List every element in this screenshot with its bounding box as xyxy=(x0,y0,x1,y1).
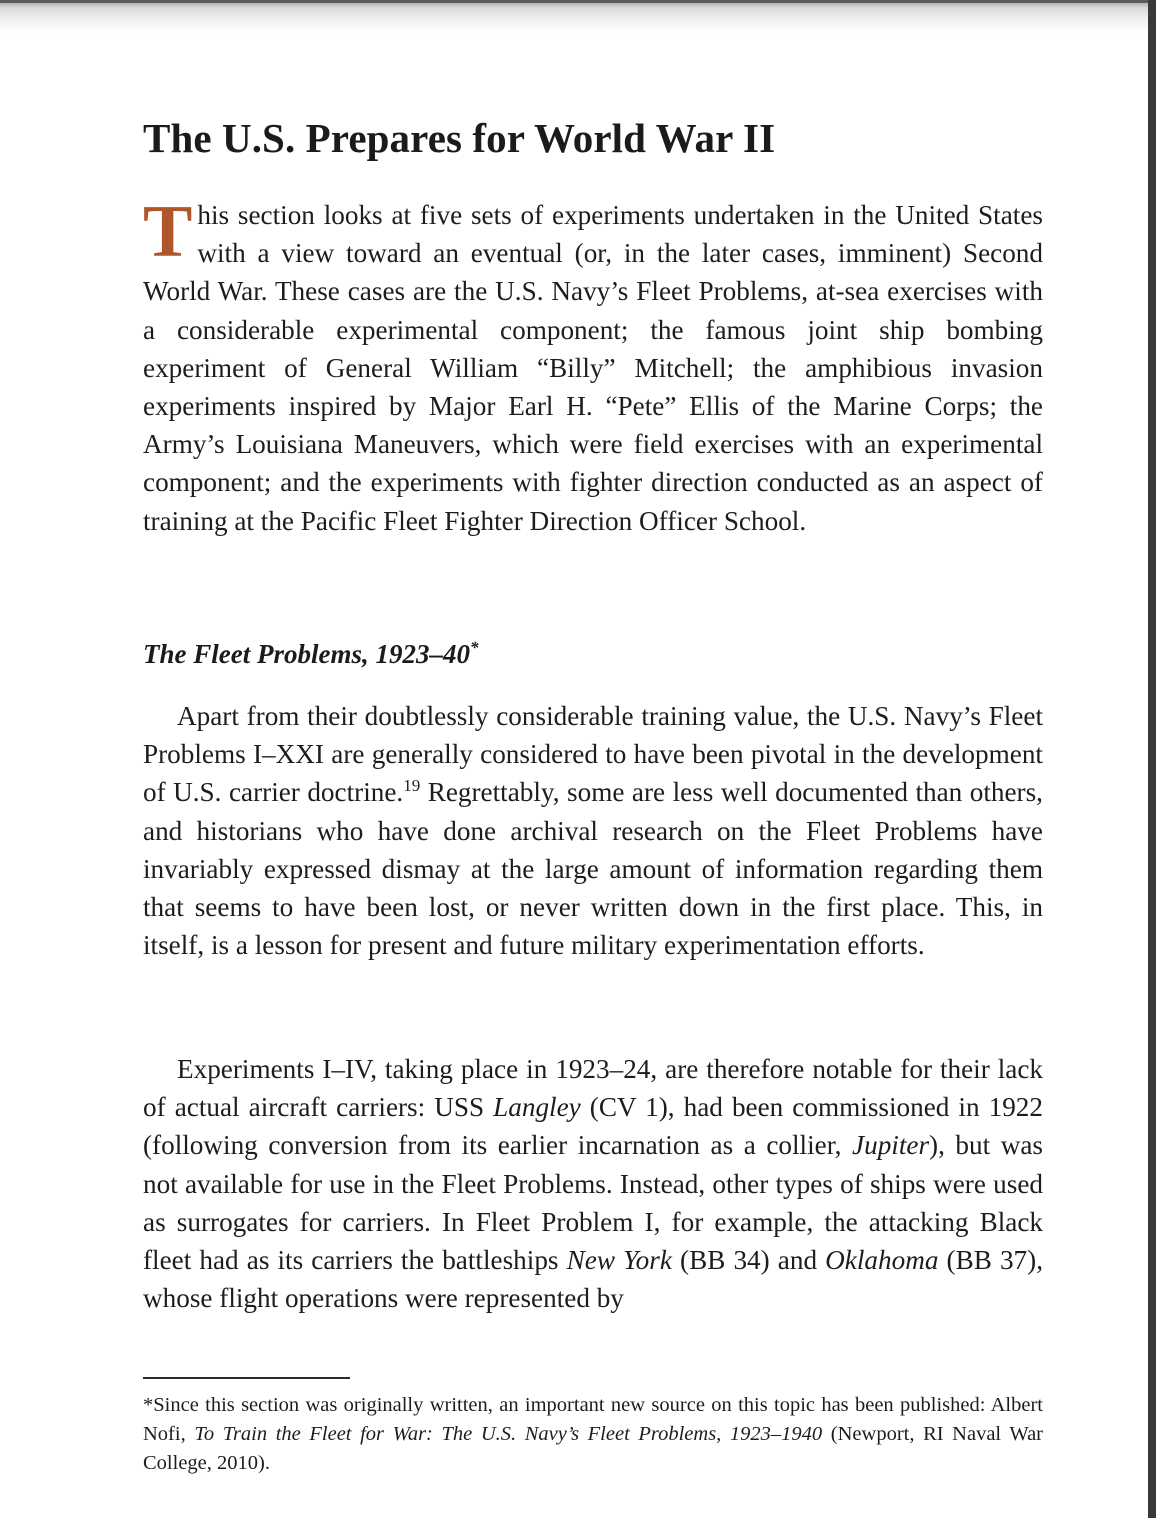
paragraph-experiments-text-5: (BB 37), whose flight operations were represented by xyxy=(143,1245,1044,1314)
paragraph-experiments-text-3: ), but was not available for use in the Fleet Problems. Instead, other types of ships were used as surrogates for carriers. In Fleet Problem I, for example, the attacking Black fleet had as its carriers the battleships xyxy=(143,1130,1043,1276)
ship-name-langley: Langley xyxy=(493,1092,581,1123)
subheading-footnote-marker: * xyxy=(469,638,479,657)
paragraph-intro-text: his section looks at five sets of experiments undertaken in the United States with a view toward an eventual (or, in the later cases, imminent) Second World War. These cases are the U.S. Navy’s Fleet Problems, at-sea exercises with a considerable experimental component; the famous joint ship bombing experiment of General William “Billy” Mitchell; the amphibious invasion experiments inspired by Major Earl H. “Pete” Ellis of the Marine Corps; the Army’s Louisiana Maneuvers, which were field exercises with an experimental component; and the experiments with fighter direction conducted as an aspect of training at the Pacific Fleet Fighter Direction Officer School. xyxy=(143,200,1043,536)
section-subheading-text: The Fleet Problems, 1923–40 xyxy=(143,639,470,669)
ship-name-new-york: New York xyxy=(566,1245,672,1276)
ship-name-jupiter: Jupiter xyxy=(852,1130,930,1161)
paragraph-experiments-text-1: Experiments I–IV, taking place in 1923–24, are therefore notable for their lack of actual aircraft carriers: USS xyxy=(143,1054,1043,1123)
page-title: The U.S. Prepares for World War II xyxy=(143,115,776,161)
footnote-reference-19: 19 xyxy=(403,776,421,796)
footnote-separator-rule xyxy=(143,1377,350,1379)
footnote-book-title: To Train the Fleet for War: The U.S. Navy’s Fleet Problems, 1923–1940 xyxy=(194,1423,823,1446)
paragraph-fleet-text-2: Regrettably, some are less well documented than others, and historians who have done archival research on the Fleet Problems have invariably expressed dismay at the large amount of information regarding them that seems to have been lost, or never written down in the first place. This, in itself, is a lesson for present and future military experimentation efforts. xyxy=(143,777,1043,961)
paragraph-intro xyxy=(143,191,1043,540)
paragraph-fleet-text-1: Apart from their doubtlessly considerable training value, the U.S. Navy’s Fleet Problems I–XXI are generally considered to have been pivotal in the development of U.S. carrier doctrine. xyxy=(143,701,1043,808)
footnote-text-1: Since this section was originally written, an important new source on this topic has been published: Albert Nofi, xyxy=(143,1394,1043,1446)
page-top-shadow xyxy=(0,0,1150,34)
page-top-edge-line xyxy=(0,0,1150,3)
paragraph-experiments-text-4: (BB 34) and xyxy=(671,1245,826,1276)
paragraph-fleet-problems xyxy=(143,697,1043,964)
section-subheading xyxy=(143,638,1043,670)
footnote-text-2: (Newport, RI Naval War College, 2010). xyxy=(143,1423,1043,1475)
page-right-edge-band xyxy=(1148,0,1156,1518)
ship-name-oklahoma: Oklahoma xyxy=(825,1245,939,1276)
footnote-marker: * xyxy=(143,1394,154,1416)
paragraph-experiments-text-2: (CV 1), had been commissioned in 1922 (following conversion from its earlier incarnation as a collier, xyxy=(143,1092,1043,1161)
drop-cap-letter: T xyxy=(143,191,193,273)
paragraph-experiments xyxy=(143,1050,1043,1317)
footnote-text xyxy=(143,1391,1043,1479)
